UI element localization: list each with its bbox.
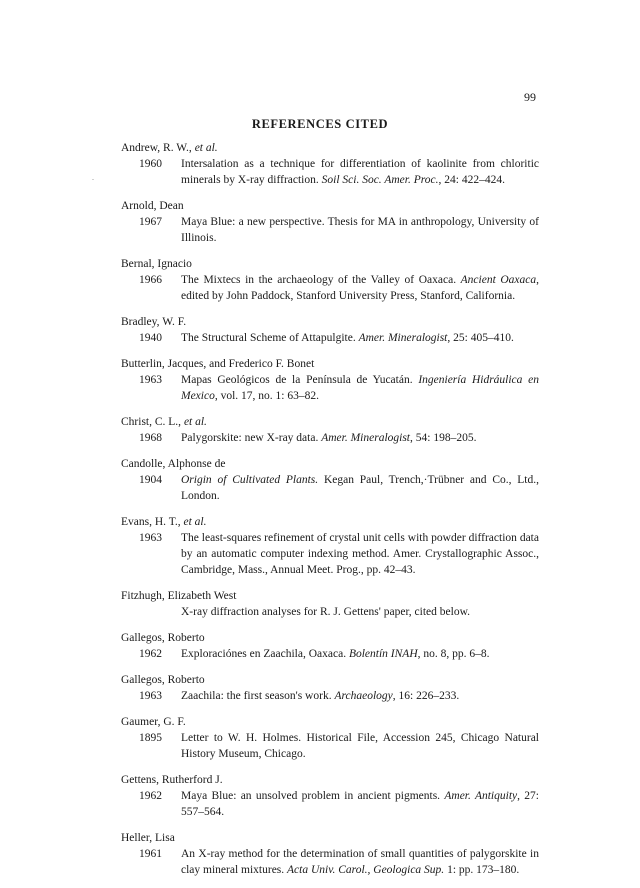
reference-text-part: , edited by John Paddock, Stanford University Press, Stanford, California. <box>181 274 539 302</box>
reference-body <box>121 330 539 346</box>
reference-body <box>121 530 539 578</box>
reference-author-name: Bradley, W. F. <box>121 316 187 328</box>
reference-author <box>121 140 539 156</box>
reference-body <box>121 846 539 878</box>
reference-body <box>121 472 539 504</box>
reference-year: 1968 <box>139 432 162 444</box>
reference-year: 1940 <box>139 332 162 344</box>
reference-year: 1963 <box>139 532 162 544</box>
reference-text-part: , 27: 557–564. <box>181 790 539 818</box>
reference-entry <box>121 456 539 504</box>
reference-author-name: Butterlin, Jacques, and Frederico F. Bonet <box>121 358 315 370</box>
reference-entry <box>121 672 539 704</box>
reference-text-part: , 25: 405–410. <box>447 332 514 344</box>
reference-author <box>121 714 539 730</box>
reference-body <box>121 646 539 662</box>
reference-entry <box>121 314 539 346</box>
reference-text-part: Palygorskite: new X-ray data. <box>181 432 322 444</box>
reference-text-part: Kegan Paul, Trench,·Trübner and Co., Ltd., London. <box>181 474 539 502</box>
reference-author-name: Fitzhugh, Elizabeth West <box>121 590 237 602</box>
reference-author <box>121 456 539 472</box>
reference-author <box>121 672 539 688</box>
reference-body <box>121 156 539 188</box>
reference-publication: Bolentín INAH <box>348 648 418 660</box>
reference-text-part: X-ray diffraction analyses for R. J. Gettens' paper, cited below. <box>181 606 471 618</box>
reference-author <box>121 414 539 430</box>
reference-text <box>181 272 539 304</box>
reference-author-name: Bernal, Ignacio <box>121 258 192 270</box>
reference-publication: Archaeology <box>334 690 393 702</box>
reference-text-part: Intersalation as a technique for differentiation of kaolinite from chloritic minerals by X-ray diffraction. <box>181 158 539 186</box>
reference-author-etal: et al. <box>183 516 207 528</box>
reference-author-name: Gaumer, G. F. <box>121 716 186 728</box>
reference-author <box>121 514 539 530</box>
reference-entry <box>121 414 539 446</box>
reference-entry <box>121 514 539 578</box>
reference-body <box>121 788 539 820</box>
reference-author-etal: et al. <box>183 416 207 428</box>
reference-text <box>181 430 539 446</box>
reference-year: 1966 <box>139 274 162 286</box>
reference-author <box>121 588 539 604</box>
reference-text <box>181 688 539 704</box>
reference-author-name: Gettens, Rutherford J. <box>121 774 223 786</box>
reference-body <box>121 430 539 446</box>
reference-author <box>121 356 539 372</box>
reference-year: 1963 <box>139 374 162 386</box>
reference-author-name: Heller, Lisa <box>121 832 175 844</box>
reference-text-part: Zaachila: the first season's work. <box>181 690 335 702</box>
page-title: REFERENCES CITED <box>251 117 389 131</box>
reference-author-name: Andrew, R. W., <box>121 142 195 154</box>
reference-body <box>121 604 539 620</box>
reference-author-name: Christ, C. L., <box>121 416 184 428</box>
reference-body <box>121 372 539 404</box>
reference-year: 1904 <box>139 474 162 486</box>
reference-body <box>121 688 539 704</box>
reference-publication: Amer. Antiquity <box>444 790 518 802</box>
reference-entry <box>121 140 539 188</box>
margin-mark: . <box>92 173 94 182</box>
reference-year: 1967 <box>139 216 162 228</box>
reference-list <box>121 140 539 888</box>
reference-text <box>181 472 539 504</box>
reference-author-name: Arnold, Dean <box>121 200 184 212</box>
reference-text-part: , 54: 198–205. <box>410 432 477 444</box>
reference-text-part: Letter to W. H. Holmes. Historical File, Accession 245, Chicago Natural History Museum, Chicago. <box>181 732 539 760</box>
reference-author-name: Gallegos, Roberto <box>121 674 205 686</box>
reference-text-part: Maya Blue: a new perspective. Thesis for MA in anthropology, University of Illinois. <box>181 216 539 244</box>
reference-author <box>121 630 539 646</box>
reference-author-name: Candolle, Alphonse de <box>121 458 226 470</box>
reference-entry <box>121 588 539 620</box>
reference-text <box>181 846 539 878</box>
reference-body <box>121 214 539 246</box>
reference-text <box>181 646 539 662</box>
reference-entry <box>121 772 539 820</box>
reference-text-part: , 16: 226–233. <box>392 690 460 702</box>
reference-publication: Amer. Mineralogist <box>358 332 448 344</box>
reference-text <box>181 730 539 762</box>
reference-entry <box>121 630 539 662</box>
reference-text <box>181 604 539 620</box>
reference-text-part: The Structural Scheme of Attapulgite. <box>181 332 359 344</box>
reference-publication: Ancient Oaxaca <box>460 274 537 286</box>
reference-year: 1895 <box>139 732 162 744</box>
reference-text-part: Exploraciónes en Zaachila, Oaxaca. <box>181 648 349 660</box>
reference-publication: Amer. Mineralogist <box>321 432 411 444</box>
reference-text <box>181 788 539 820</box>
reference-year: 1962 <box>139 648 162 660</box>
reference-author <box>121 314 539 330</box>
reference-entry <box>121 256 539 304</box>
reference-year: 1960 <box>139 158 162 170</box>
reference-body <box>121 730 539 762</box>
reference-text <box>181 530 539 578</box>
reference-entry <box>121 356 539 404</box>
reference-publication: Acta Univ. Carol., Geologica Sup. <box>287 864 445 876</box>
reference-text-part: Maya Blue: an unsolved problem in ancient pigments. <box>181 790 445 802</box>
reference-body <box>121 272 539 304</box>
reference-year: 1962 <box>139 790 162 802</box>
reference-entry <box>121 830 539 878</box>
reference-text-part: , 24: 422–424. <box>438 174 505 186</box>
reference-text <box>181 214 539 246</box>
reference-author-name: Gallegos, Roberto <box>121 632 205 644</box>
reference-author <box>121 198 539 214</box>
reference-text-part: The least-squares refinement of crystal unit cells with powder diffraction data by an automatic computer indexing method. Amer. Crystallographic Assoc., Cambridge, Mass., Annual Meet. Prog., pp. 42–43. <box>181 532 539 576</box>
reference-entry <box>121 198 539 246</box>
reference-publication: Origin of Cultivated Plants. <box>181 474 319 486</box>
reference-author <box>121 830 539 846</box>
reference-author <box>121 256 539 272</box>
reference-year: 1963 <box>139 690 162 702</box>
reference-text-part: An X-ray method for the determination of small quantities of palygorskite in clay mineral mixtures. <box>181 848 539 876</box>
reference-text-part: Mapas Geológicos de la Península de Yucatán. <box>181 374 419 386</box>
reference-publication: Soil Sci. Soc. Amer. Proc. <box>321 174 439 186</box>
reference-entry <box>121 714 539 762</box>
reference-text-part: , no. 8, pp. 6–8. <box>417 648 490 660</box>
reference-text <box>181 372 539 404</box>
reference-text <box>181 330 539 346</box>
reference-author <box>121 772 539 788</box>
reference-text <box>181 156 539 188</box>
reference-text-part: 1: pp. 173–180. <box>444 864 520 876</box>
reference-author-etal: et al. <box>194 142 218 154</box>
reference-year: 1961 <box>139 848 162 860</box>
reference-text-part: The Mixtecs in the archaeology of the Valley of Oaxaca. <box>181 274 461 286</box>
reference-publication: Ingeniería Hidráulica en Mexico <box>181 374 539 402</box>
reference-text-part: , vol. 17, no. 1: 63–82. <box>214 390 319 402</box>
reference-author-name: Evans, H. T., <box>121 516 184 528</box>
reference-year <box>121 604 181 620</box>
page-number: 99 <box>524 90 536 104</box>
